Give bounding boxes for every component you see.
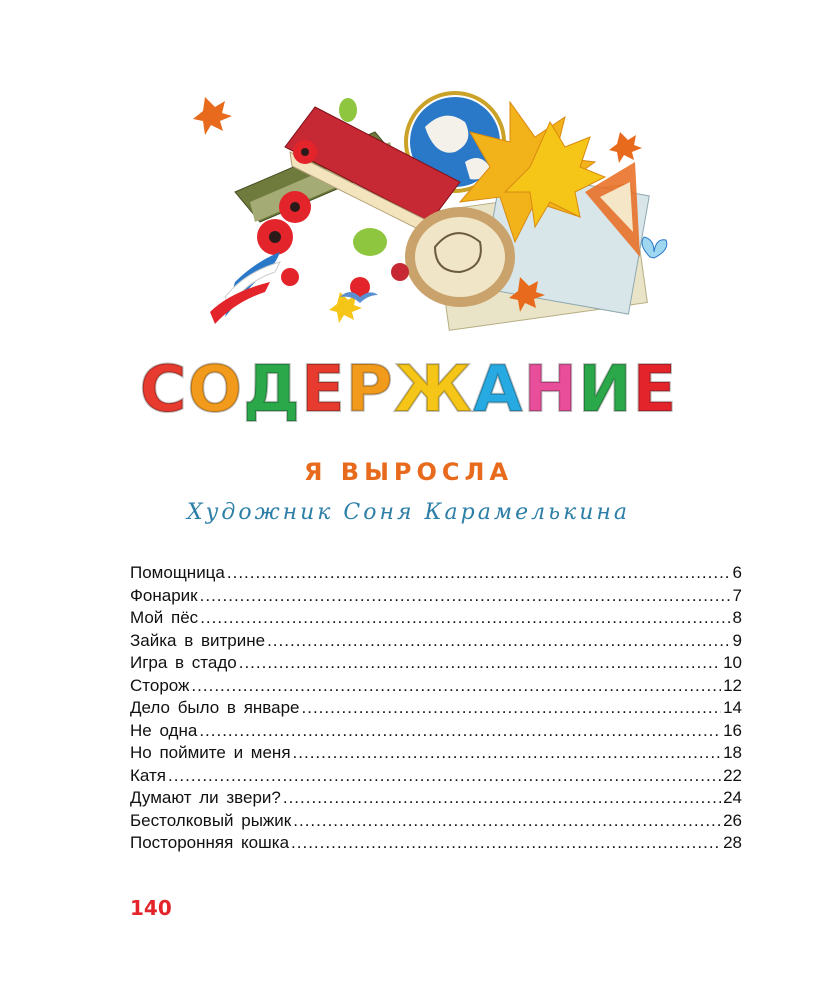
heading-letter: Ж <box>393 353 473 427</box>
table-of-contents <box>130 562 742 855</box>
heading-letter: О <box>187 353 244 427</box>
dot-leader <box>200 585 731 608</box>
toc-entry-title: Катя <box>130 765 166 785</box>
artist-credit: Художник Соня Карамелькина <box>186 500 631 525</box>
page-number: 140 <box>130 896 172 920</box>
toc-entry-page: 18 <box>723 743 742 762</box>
toc-entry-page: 6 <box>732 563 742 582</box>
dot-leader <box>191 675 721 698</box>
toc-entry[interactable] <box>130 585 742 608</box>
toc-entry[interactable] <box>130 630 742 653</box>
toc-entry-title: Зайка в витрине <box>130 630 266 650</box>
toc-entry[interactable] <box>130 562 742 585</box>
dot-leader <box>267 630 730 653</box>
dot-leader <box>302 697 722 720</box>
dot-leader <box>199 720 721 743</box>
toc-entry[interactable] <box>130 697 742 720</box>
toc-entry[interactable] <box>130 832 742 855</box>
toc-entry[interactable] <box>130 787 742 810</box>
toc-entry-title: Фонарик <box>130 585 198 605</box>
toc-entry-page: 24 <box>723 788 742 807</box>
toc-entry[interactable] <box>130 720 742 743</box>
heading-letter: А <box>472 353 524 427</box>
toc-entry[interactable] <box>130 652 742 675</box>
toc-entry-title: Дело было в январе <box>130 698 300 717</box>
toc-entry-title: Сторож <box>130 675 190 695</box>
toc-entry-page: 28 <box>723 833 742 852</box>
heading-letter: Е <box>301 353 346 427</box>
heading-letter: Д <box>243 353 302 427</box>
contents-heading <box>0 350 817 430</box>
dot-leader <box>283 787 721 810</box>
toc-entry-page: 7 <box>732 585 742 605</box>
toc-entry[interactable] <box>130 742 742 765</box>
toc-entry-page: 12 <box>723 675 742 695</box>
toc-entry-title: Игра в стадо <box>130 653 237 672</box>
toc-entry-page: 16 <box>723 720 742 740</box>
toc-entry-title: Помощница <box>130 563 225 582</box>
toc-entry-title: Но поймите и меня <box>130 743 291 762</box>
dot-leader <box>239 652 721 675</box>
toc-entry-title: Думают ли звери? <box>130 788 281 807</box>
toc-entry-page: 22 <box>723 765 742 785</box>
toc-entry-title: Бестолковый рыжик <box>130 810 292 830</box>
heading-letter: И <box>578 353 633 427</box>
toc-entry[interactable] <box>130 810 742 833</box>
toc-entry-page: 10 <box>723 653 742 672</box>
toc-entry-page: 14 <box>723 698 742 717</box>
toc-entry-title: Посторонняя кошка <box>130 833 290 852</box>
heading-letter: Е <box>632 353 678 427</box>
section-title: Я ВЫРОСЛА <box>303 458 514 486</box>
toc-entry-title: Мой пёс <box>130 608 199 627</box>
heading-letter: Р <box>345 353 394 427</box>
toc-entry-page: 8 <box>732 608 742 627</box>
dot-leader <box>200 607 730 630</box>
toc-entry[interactable] <box>130 675 742 698</box>
dot-leader <box>227 562 731 585</box>
toc-entry-title: Не одна <box>130 720 198 740</box>
toc-entry-page: 26 <box>723 810 742 830</box>
heading-letter: С <box>139 353 188 427</box>
heading-letter: Н <box>523 353 579 427</box>
school-illustration <box>190 82 690 332</box>
toc-entry-page: 9 <box>732 630 742 650</box>
dot-leader <box>291 832 721 855</box>
dot-leader <box>293 742 722 765</box>
toc-entry[interactable] <box>130 765 742 788</box>
dot-leader <box>168 765 721 788</box>
toc-entry[interactable] <box>130 607 742 630</box>
dot-leader <box>293 810 721 833</box>
